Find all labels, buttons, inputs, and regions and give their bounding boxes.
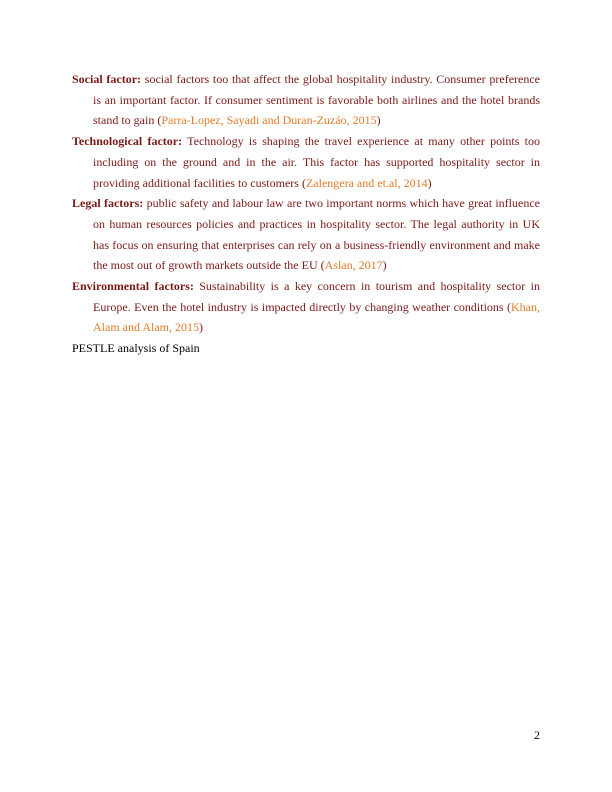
environmental-factors-citation: Khan, Alam and Alam, 2015 bbox=[93, 299, 540, 335]
technological-factor-paragraph bbox=[72, 131, 540, 193]
technological-factor-close: ) bbox=[427, 175, 432, 190]
social-factor-text: social factors too that affect the global hospitality industry. Consumer preference is an important factor. If consumer sentiment is favorable both airlines and the hotel brands stand to gain ( bbox=[93, 72, 540, 128]
legal-factors-text: public safety and labour law are two important norms which have great influence on human resources policies and practices in hospitality sector. The legal authority in UK has focus on ensuring that enterprises can rely on a business-friendly environment and make the most out of growth markets outside the EU ( bbox=[93, 196, 540, 273]
social-factor-paragraph bbox=[72, 69, 540, 131]
technological-factor-citation: Zalengera and et.al, 2014 bbox=[305, 175, 428, 190]
legal-factors-citation: Aslan, 2017 bbox=[324, 258, 383, 273]
legal-factors-label: Legal factors: bbox=[72, 196, 144, 211]
page-number: 2 bbox=[534, 728, 540, 742]
environmental-factors-text: Sustainability is a key concern in tourism and hospitality sector in Europe. Even the hotel industry is impacted directly by changing weather conditions ( bbox=[93, 279, 540, 314]
technological-factor-text: Technology is shaping the travel experience at many other points too including on the ground and in the air. This factor has supported hospitality sector in providing additional facilities to customers ( bbox=[93, 134, 540, 190]
section-heading: PESTLE analysis of Spain bbox=[72, 341, 200, 356]
environmental-factors-paragraph bbox=[72, 276, 540, 338]
social-factor-close: ) bbox=[376, 113, 381, 128]
page-content bbox=[72, 69, 540, 359]
social-factor-label: Social factor: bbox=[72, 72, 142, 86]
social-factor-citation: Parra-Lopez, Sayadi and Duran-Zuzáo, 2015 bbox=[161, 113, 377, 128]
environmental-factors-close: ) bbox=[198, 320, 203, 335]
legal-factors-paragraph bbox=[72, 193, 540, 276]
technological-factor-label: Technological factor: bbox=[72, 134, 183, 149]
environmental-factors-label: Environmental factors: bbox=[72, 279, 194, 294]
legal-factors-close: ) bbox=[382, 258, 387, 273]
